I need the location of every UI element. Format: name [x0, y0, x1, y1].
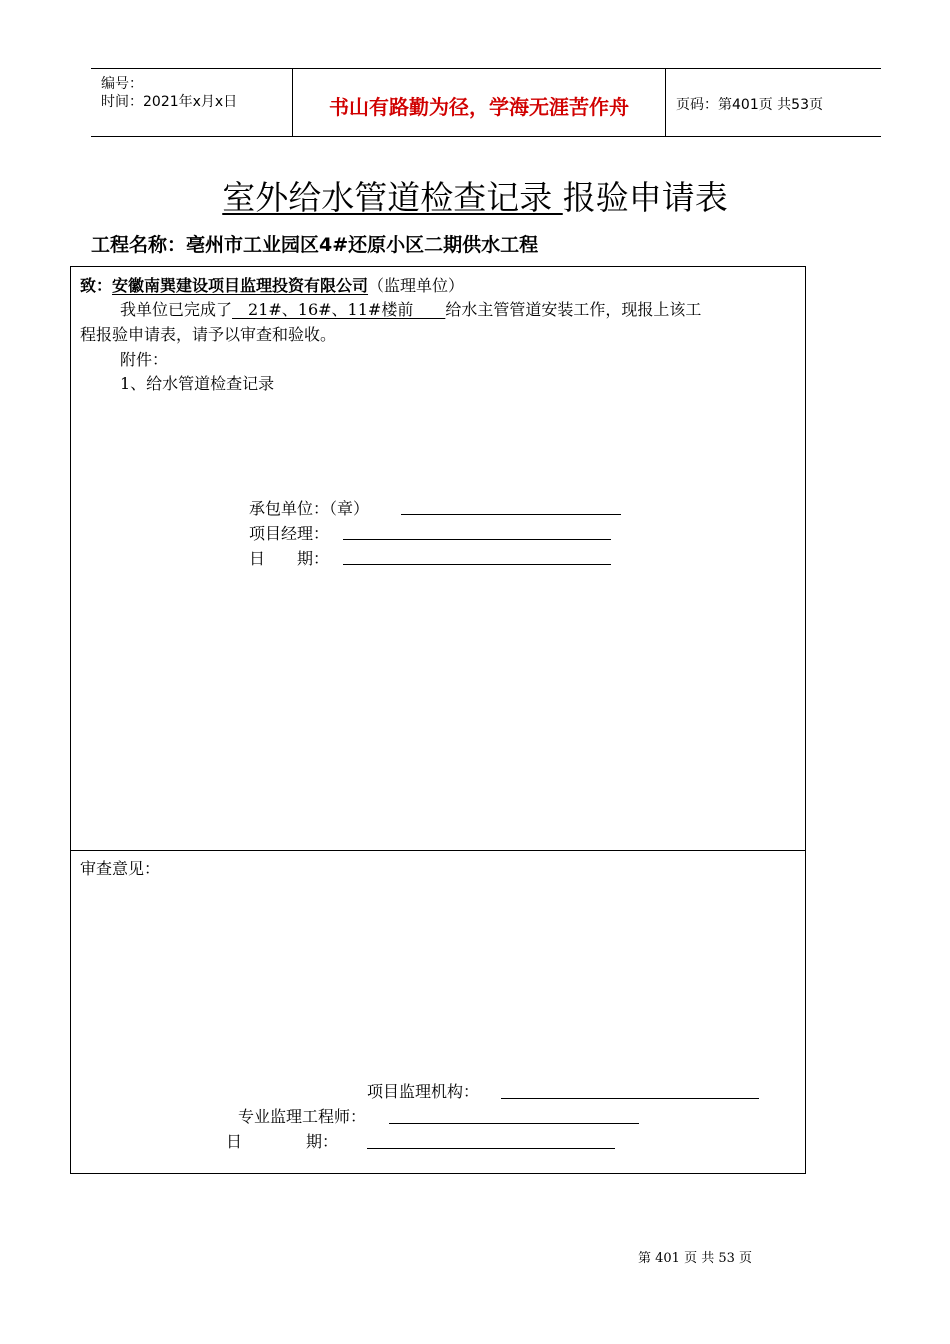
- motto-text: 书山有路勤为径，学海无涯苦作舟: [329, 95, 629, 119]
- body-line-1-start: 我单位已完成了: [120, 300, 233, 319]
- page-footer: 第 401 页 共 53 页: [638, 1251, 753, 1266]
- number-label: 编号：: [101, 76, 143, 92]
- supervising-engineer-line: [389, 1123, 639, 1124]
- project-manager-label: 项目经理：: [249, 524, 330, 543]
- contractor-label: 承包单位：（章）: [249, 499, 370, 518]
- header-page-cell: [666, 69, 881, 136]
- review-section: [71, 851, 805, 1173]
- recipient-prefix: 致：: [80, 276, 113, 295]
- body-line-2: 程报验申请表，请予以审查和验收。: [80, 325, 337, 344]
- document-title: [0, 172, 950, 219]
- title-main: 室外给水管道检查记录: [222, 178, 563, 217]
- title-suffix: 报验申请表: [562, 178, 728, 217]
- supervision-org-line: [501, 1098, 759, 1099]
- form-table: [70, 266, 806, 1174]
- application-date-line: [343, 564, 611, 565]
- header-motto-cell: [293, 69, 666, 136]
- review-opinion-label: 审查意见：: [80, 859, 161, 878]
- review-date-line: [367, 1148, 615, 1149]
- recipient-line: [80, 273, 464, 296]
- contractor-signature-line: [401, 514, 621, 515]
- review-date-label: 日 期：: [226, 1132, 339, 1151]
- attachment-label: 附件：: [120, 350, 169, 369]
- body-line-1-end: 给水主管管道安装工作，现报上该工: [445, 300, 702, 319]
- project-label: 工程名称：: [91, 234, 187, 256]
- supervision-org-label: 项目监理机构：: [367, 1082, 480, 1101]
- project-name-line: [91, 230, 538, 257]
- time-label: 时间：2021年x月x日: [101, 94, 238, 110]
- page-info: 页码：第401页 共53页: [676, 97, 823, 113]
- header-meta-cell: [91, 69, 293, 136]
- header-table: [91, 68, 881, 137]
- recipient-company: 安徽南巽建设项目监理投资有限公司: [112, 276, 369, 295]
- application-date-label: 日 期：: [249, 549, 330, 568]
- body-line-1: [120, 297, 701, 320]
- project-name: 亳州市工业园区4#还原小区二期供水工程: [186, 234, 539, 256]
- application-section: [71, 267, 805, 851]
- attachment-item: 1、给水管道检查记录: [120, 374, 275, 393]
- supervising-engineer-label: 专业监理工程师：: [238, 1107, 367, 1126]
- body-line-1-fill: 21#、16#、11#楼前: [232, 300, 446, 319]
- recipient-suffix: （监理单位）: [368, 276, 465, 295]
- project-manager-signature-line: [343, 539, 611, 540]
